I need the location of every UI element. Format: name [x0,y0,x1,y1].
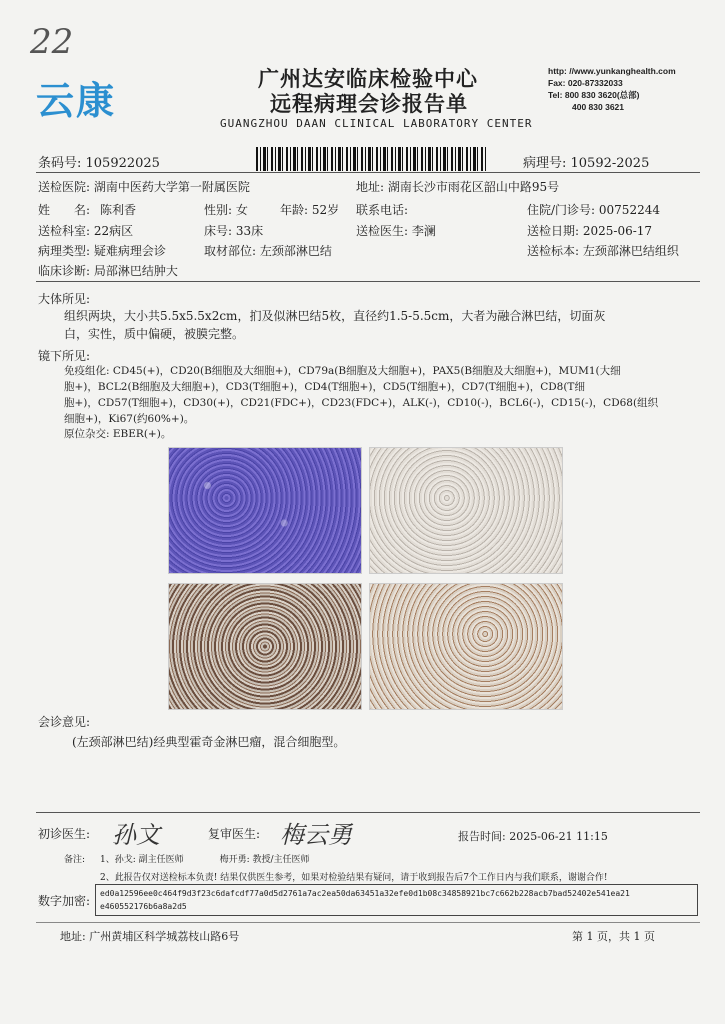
notes-label: 备注: [64,855,86,865]
micrograph-ihc-3 [369,583,563,710]
handwritten-number: 22 [30,22,74,62]
divider-sign [36,812,700,813]
micrograph-ihc-2 [168,583,362,710]
pathology-type: 病理类型: 疑难病理会诊 [38,244,166,258]
divider-top [36,172,700,173]
first-doctor-signature: 孙文 [112,821,160,849]
yunkang-logo: 云康 [36,79,117,123]
gender: 性别: 女 [204,203,248,217]
digital-sign-line-2: e460552176b6a8a2d5 [100,902,187,911]
micro-line-5: 原位杂交: EBER(+)。 [64,428,172,440]
micro-line-2: 胞+)，BCL2(B细胞及大细胞+)，CD3(T细胞+)，CD4(T细胞+)，CD5(T细胞+)，CD7(T细胞+)，CD8(T细 [64,381,585,393]
micro-line-4: 细胞+)，Ki67(约60%+)。 [64,413,195,425]
first-doctor-label: 初诊医生: [38,827,91,841]
divider-footer [36,922,700,923]
lab-title: 广州达安临床检验中心 [258,66,478,91]
page-number: 第 1 页，共 1 页 [572,930,655,943]
gross-heading: 大体所见: [38,292,91,306]
micro-line-1: 免疫组化: CD45(+)，CD20(B细胞及大细胞+)，CD79a(B细胞及大细胞+)，PAX5(B细胞及大细胞+)，MUM1(大细 [64,365,621,377]
pathology-number: 病理号: 10592-2025 [523,156,650,171]
opinion-text: (左颈部淋巴结)经典型霍奇金淋巴瘤，混合细胞型。 [72,735,346,749]
digital-sign-label: 数字加密: [38,894,91,908]
lab-title-english: GUANGZHOU DAAN CLINICAL LABORATORY CENTER [220,117,533,130]
micro-heading: 镜下所见: [38,349,91,363]
submit-date: 送检日期: 2025-06-17 [527,224,653,238]
micrograph-ihc-1 [369,447,563,574]
submitting-doctor: 送检医生: 李澜 [356,224,436,238]
address: 地址: 湖南长沙市雨花区韶山中路95号 [356,180,560,194]
notes-line-2: 2、此报告仅对送检标本负责! 结果仅供医生参考，如果对检验结果有疑问，请于收到报告后7个工作日内与我们联系，谢谢合作! [100,873,608,883]
notes-line-1: 1、孙戈: 副主任医师 梅开勇: 教授/主任医师 [100,855,310,865]
phone: 联系电话: [356,203,409,217]
review-doctor-label: 复审医生: [208,827,261,841]
inpatient-number: 住院/门诊号: 00752244 [527,203,660,217]
gross-line-2: 白，实性，质中偏硬，被膜完整。 [64,327,245,341]
micro-line-3: 胞+)，CD57(T细胞+)，CD30(+)，CD21(FDC+)，CD23(FDC+)，ALK(-)，CD10(-)，BCL6(-)，CD15(-)，CD68(组织 [64,397,659,409]
digital-sign-box [95,884,698,916]
hospital: 送检医院: 湖南中医药大学第一附属医院 [38,180,250,194]
website-text: http: //www.yunkanghealth.com [548,66,676,76]
clinical-diagnosis: 临床诊断: 局部淋巴结肿大 [38,264,178,278]
opinion-heading: 会诊意见: [38,715,91,729]
digital-sign-line-1: ed0a12596ee0c464f9d3f23c6dafcdf77a0d5d2761a7ac2ea50da63451a32efe0d1b08c34858921bc7c662b228acb7bad52402e541ea21 [100,889,630,898]
tel2-text: 400 830 3621 [572,102,624,112]
gross-line-1: 组织两块，大小共5.5x5.5x2cm，扪及似淋巴结5枚，直径约1.5-5.5cm，大者为融合淋巴结，切面灰 [64,309,606,323]
barcode [256,147,488,171]
patient-name: 陈利香 [100,203,137,217]
bed-number: 床号: 33床 [204,224,264,238]
tel-text: Tel: 800 830 3620(总部) [548,90,640,100]
barcode-number: 条码号: 105922025 [38,156,160,171]
department: 送检科室: 22病区 [38,224,134,238]
contact-info [548,65,676,113]
review-doctor-signature: 梅云勇 [280,821,352,849]
micrograph-he-stain [168,447,362,574]
fax-text: Fax: 020-87332033 [548,78,623,88]
specimen: 送检标本: 左颈部淋巴结组织 [527,244,679,258]
patient-name-label: 姓 名: [38,203,91,217]
age: 年龄: 52岁 [280,203,340,217]
report-title: 远程病理会诊报告单 [270,91,468,116]
sampling-site: 取材部位: 左颈部淋巴结 [204,244,332,258]
footer-address: 地址: 广州黄埔区科学城荔枝山路6号 [60,930,240,943]
report-time: 报告时间: 2025-06-21 11:15 [458,830,608,843]
divider-info [36,281,700,282]
